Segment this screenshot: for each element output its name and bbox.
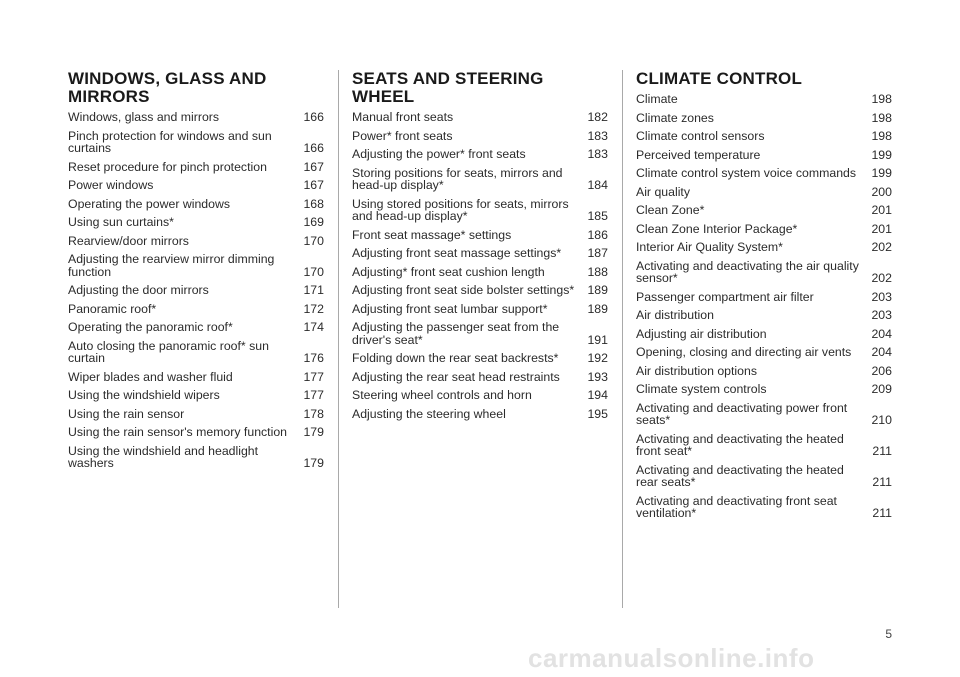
toc-entry-page: 206 <box>871 363 892 378</box>
toc-entry[interactable] <box>352 167 608 192</box>
toc-entry-title: Perceived temperature <box>636 147 761 162</box>
toc-entry-title: Windows, glass and mirrors <box>68 110 220 124</box>
toc-entry-title: Auto closing the panoramic roof* sun curtain <box>68 338 269 365</box>
toc-entry[interactable] <box>636 495 892 520</box>
toc-entry[interactable] <box>636 167 892 180</box>
toc-entry[interactable] <box>636 365 892 378</box>
toc-entry-page: 198 <box>871 110 892 125</box>
toc-entry-page: 204 <box>871 326 892 341</box>
toc-entry-page: 176 <box>303 351 324 365</box>
toc-entry[interactable] <box>636 328 892 341</box>
toc-entry[interactable] <box>352 266 608 279</box>
toc-entry-title: Climate system controls <box>636 382 767 396</box>
toc-entry-page: 177 <box>303 388 324 402</box>
toc-entry[interactable] <box>636 402 892 427</box>
toc-entry-title: Using the windshield wipers <box>68 388 220 402</box>
section-title: CLIMATE CONTROL <box>636 69 803 88</box>
toc-entry-title: Adjusting the door mirrors <box>68 283 209 297</box>
toc-entry[interactable] <box>352 130 608 143</box>
toc-entry-title: Pinch protection for windows and sun curtains <box>68 128 272 155</box>
toc-entry[interactable] <box>68 111 324 124</box>
toc-entry-page: 211 <box>872 475 892 489</box>
toc-entry-title: Steering wheel controls and horn <box>352 388 532 402</box>
toc-entry[interactable] <box>68 235 324 248</box>
toc-entry[interactable] <box>636 309 892 322</box>
toc-entry[interactable] <box>352 371 608 384</box>
toc-entry-title: Clean Zone* <box>636 203 705 217</box>
toc-entry-title: Activating and deactivating front seat ventilation* <box>636 493 837 520</box>
toc-entry-title: Activating and deactivating the air quality sensor* <box>636 258 859 285</box>
toc-entry-title: Clean Zone Interior Package* <box>636 221 798 236</box>
toc-entry-title: Adjusting the rear seat head restraints <box>352 369 560 384</box>
toc-entry-page: 200 <box>871 184 892 199</box>
toc-entry-page: 183 <box>587 128 608 143</box>
section-title: WINDOWS, GLASS AND MIRRORS <box>68 69 267 106</box>
toc-entry[interactable] <box>352 352 608 365</box>
toc-entry[interactable] <box>636 241 892 254</box>
toc-entry-title: Activating and deactivating the heated front seat* <box>636 431 844 458</box>
toc-entry-title: Using the windshield and headlight washers <box>68 443 259 470</box>
toc-entry-page: 195 <box>587 406 608 421</box>
toc-entry-title: Opening, closing and directing air vents <box>636 345 852 359</box>
toc-entry[interactable] <box>68 321 324 334</box>
watermark: carmanualsonline.info <box>528 643 815 673</box>
toc-entry-page: 169 <box>303 215 324 229</box>
toc-entry-page: 166 <box>303 141 324 155</box>
toc-entry-title: Climate control system voice commands <box>636 166 857 180</box>
toc-entry-title: Rearview/door mirrors <box>68 233 189 248</box>
toc-entry-title: Operating the panoramic roof* <box>68 320 233 334</box>
toc-entry-page: 191 <box>587 332 608 347</box>
toc-entry[interactable] <box>636 112 892 125</box>
toc-entry-page: 189 <box>587 301 608 316</box>
toc-entry-page: 209 <box>871 382 892 396</box>
toc-entry-page: 183 <box>587 147 608 161</box>
toc-entry-title: Using the rain sensor's memory function <box>68 425 288 439</box>
toc-entry-page: 201 <box>871 221 892 236</box>
toc-entry[interactable] <box>636 291 892 304</box>
toc-entry[interactable] <box>68 198 324 211</box>
toc-entry[interactable] <box>352 198 608 223</box>
toc-entry-title: Reset procedure for pinch protection <box>68 159 267 174</box>
toc-entry[interactable] <box>68 426 324 439</box>
toc-entry-title: Adjusting the passenger seat from the driver's seat* <box>352 320 560 347</box>
toc-entry-page: 177 <box>303 369 324 384</box>
toc-entry[interactable] <box>636 149 892 162</box>
toc-entry-page: 198 <box>871 129 892 143</box>
toc-entry[interactable] <box>636 346 892 359</box>
toc-entry-page: 170 <box>303 233 324 248</box>
toc-entry-page: 189 <box>587 283 608 297</box>
toc-entry[interactable] <box>68 253 324 278</box>
toc-entry[interactable] <box>68 161 324 174</box>
toc-entry-title: Adjusting the steering wheel <box>352 406 506 421</box>
toc-entry-title: Using the rain sensor <box>68 406 185 421</box>
toc-entry-page: 199 <box>871 166 892 180</box>
toc-entry-page: 179 <box>303 456 324 470</box>
toc-entry-page: 188 <box>587 264 608 279</box>
toc-entry[interactable] <box>636 130 892 143</box>
column-divider <box>338 70 339 608</box>
toc-entry-title: Storing positions for seats, mirrors and head-up display* <box>352 165 563 192</box>
toc-entry[interactable] <box>636 433 892 458</box>
page-number: 5 <box>885 627 892 641</box>
toc-entry-page: 204 <box>871 345 892 359</box>
toc-entry-title: Activating and deactivating power front seats* <box>636 400 848 427</box>
toc-entry-page: 184 <box>587 178 608 192</box>
toc-column-seats <box>352 70 608 426</box>
toc-entry-title: Power* front seats <box>352 128 453 143</box>
toc-entry-title: Adjusting front seat side bolster settings* <box>352 283 575 297</box>
toc-entry-page: 178 <box>303 406 324 421</box>
toc-entry-page: 194 <box>587 388 608 402</box>
toc-entry-page: 167 <box>303 159 324 174</box>
toc-entry-title: Adjusting the rearview mirror dimming function <box>68 252 275 279</box>
toc-entry-title: Passenger compartment air filter <box>636 289 814 304</box>
toc-entry-title: Front seat massage* settings <box>352 227 512 242</box>
toc-entry[interactable] <box>636 260 892 285</box>
toc-entry[interactable] <box>68 130 324 155</box>
toc-entry-title: Activating and deactivating the heated rear seats* <box>636 462 844 489</box>
toc-entry[interactable] <box>68 389 324 402</box>
toc-entry-title: Climate control sensors <box>636 129 765 143</box>
toc-entry-title: Power windows <box>68 178 154 192</box>
toc-entry-title: Climate <box>636 92 678 106</box>
toc-entry-page: 174 <box>303 320 324 334</box>
section-title: SEATS AND STEERING WHEEL <box>352 69 544 106</box>
toc-entry[interactable] <box>636 186 892 199</box>
toc-entry-title: Operating the power windows <box>68 196 230 211</box>
toc-entry-page: 172 <box>303 301 324 316</box>
toc-entry-title: Folding down the rear seat backrests* <box>352 351 559 365</box>
toc-entry[interactable] <box>68 303 324 316</box>
toc-entry-page: 170 <box>303 264 324 279</box>
toc-entry-page: 201 <box>871 203 892 217</box>
toc-entry-page: 187 <box>587 246 608 260</box>
toc-entry[interactable] <box>352 389 608 402</box>
toc-entry-page: 192 <box>587 351 608 365</box>
toc-entry-page: 199 <box>871 147 892 162</box>
toc-entry-title: Using sun curtains* <box>68 215 174 229</box>
toc-entry-page: 182 <box>587 110 608 124</box>
toc-entry-title: Air distribution options <box>636 363 757 378</box>
toc-entry[interactable] <box>636 204 892 217</box>
toc-entry-title: Climate zones <box>636 110 714 125</box>
toc-entry-title: Adjusting front seat lumbar support* <box>352 301 548 316</box>
toc-entry-page: 193 <box>587 369 608 384</box>
toc-entry-page: 185 <box>587 209 608 223</box>
toc-entry-page: 179 <box>303 425 324 439</box>
toc-entry[interactable] <box>352 408 608 421</box>
toc-entry-title: Manual front seats <box>352 110 454 124</box>
toc-entry-page: 167 <box>303 178 324 192</box>
toc-entry[interactable] <box>68 445 324 470</box>
toc-entry-page: 210 <box>871 413 892 427</box>
toc-entry-title: Adjusting the power* front seats <box>352 147 526 161</box>
toc-entry-title: Adjusting* front seat cushion length <box>352 264 545 279</box>
toc-entry[interactable] <box>352 247 608 260</box>
toc-entry[interactable] <box>636 93 892 106</box>
toc-entry-title: Adjusting front seat massage settings* <box>352 246 562 260</box>
toc-entry-title: Using stored positions for seats, mirrors and head-up display* <box>352 196 569 223</box>
toc-entry[interactable] <box>636 464 892 489</box>
toc-entry[interactable] <box>352 111 608 124</box>
toc-entry-page: 202 <box>871 271 892 285</box>
toc-entry[interactable] <box>352 148 608 161</box>
toc-entry-page: 203 <box>871 289 892 304</box>
toc-entry-title: Adjusting air distribution <box>636 326 767 341</box>
toc-entry[interactable] <box>68 340 324 365</box>
toc-column-windows <box>68 70 324 476</box>
toc-entry-page: 186 <box>587 227 608 242</box>
toc-entry-page: 211 <box>872 444 892 458</box>
toc-entry-title: Air distribution <box>636 308 714 322</box>
toc-entry[interactable] <box>68 408 324 421</box>
toc-entry-page: 202 <box>871 240 892 254</box>
toc-entry-title: Interior Air Quality System* <box>636 240 783 254</box>
toc-entry[interactable] <box>68 216 324 229</box>
toc-entry[interactable] <box>68 284 324 297</box>
toc-entry[interactable] <box>636 223 892 236</box>
toc-entry-page: 203 <box>871 308 892 322</box>
column-divider <box>622 70 623 608</box>
toc-column-climate <box>636 70 892 526</box>
toc-entry-page: 171 <box>303 283 324 297</box>
toc-entry-title: Wiper blades and washer fluid <box>68 369 233 384</box>
toc-entry[interactable] <box>352 321 608 346</box>
toc-entry[interactable] <box>68 179 324 192</box>
toc-entry[interactable] <box>352 284 608 297</box>
toc-entry-title: Panoramic roof* <box>68 301 157 316</box>
toc-entry[interactable] <box>636 383 892 396</box>
toc-entry[interactable] <box>68 371 324 384</box>
toc-entry[interactable] <box>352 229 608 242</box>
toc-entry-page: 211 <box>872 506 892 520</box>
toc-entry[interactable] <box>352 303 608 316</box>
toc-entry-page: 198 <box>871 92 892 106</box>
toc-entry-title: Air quality <box>636 184 690 199</box>
toc-entry-page: 166 <box>303 110 324 124</box>
toc-entry-page: 168 <box>303 196 324 211</box>
